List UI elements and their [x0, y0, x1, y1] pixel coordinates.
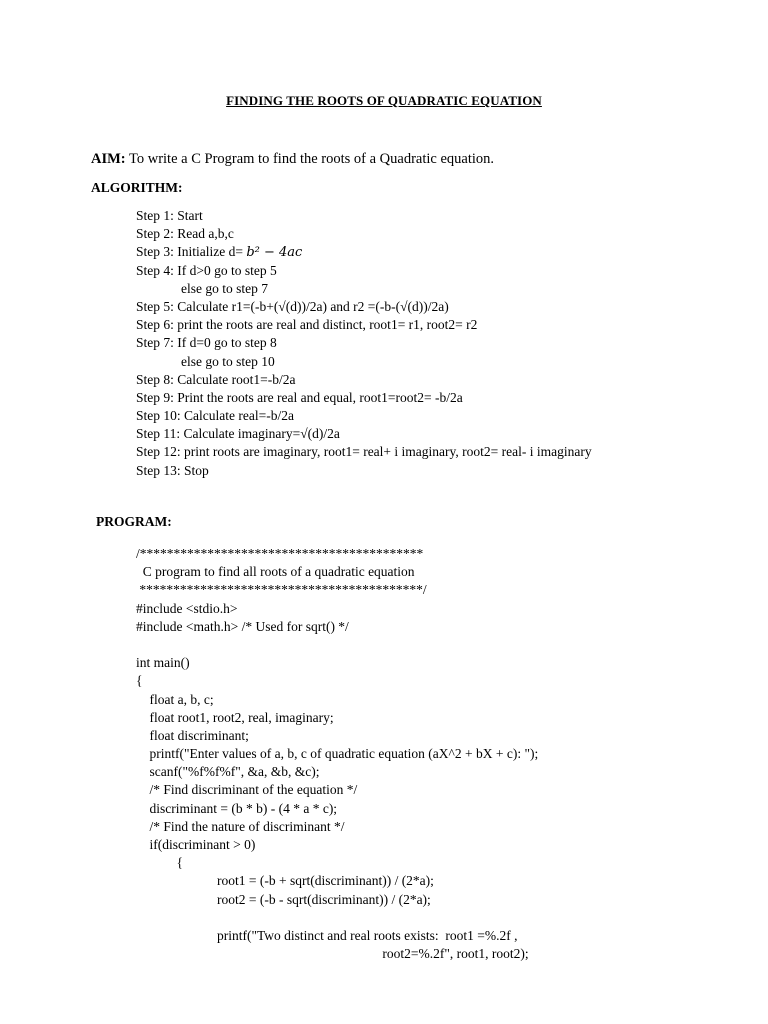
code-line: root2 = (-b - sqrt(discriminant)) / (2*a);: [136, 891, 431, 907]
algorithm-step: [136, 371, 592, 389]
code-line: #include <math.h> /* Used for sqrt() */: [136, 618, 349, 634]
code-line: float a, b, c;: [136, 691, 214, 707]
algorithm-step: [136, 389, 592, 407]
algorithm-step: [136, 334, 592, 352]
step-text: else go to step 10: [181, 353, 275, 369]
page-title: FINDING THE ROOTS OF QUADRATIC EQUATION: [226, 93, 542, 108]
code-line: root1 = (-b + sqrt(discriminant)) / (2*a);: [136, 873, 434, 889]
step-text: Step 4: If d>0 go to step 5: [136, 262, 277, 278]
code-line: printf("Enter values of a, b, c of quadratic equation (aX^2 + bX + c): ");: [136, 746, 539, 762]
step-text: Step 3: Initialize d=: [136, 244, 247, 260]
step-text: Step 5: Calculate r1=(-b+(√(d))/2a) and r2 =(-b-(√(d))/2a): [136, 298, 449, 314]
algorithm-step: [136, 316, 592, 334]
step-text: Step 9: Print the roots are real and equal, root1=root2= -b/2a: [136, 389, 463, 405]
step-text: Step 1: Start: [136, 208, 203, 223]
code-line: float discriminant;: [136, 727, 249, 743]
program-code: [136, 545, 538, 963]
code-line: {: [136, 673, 143, 689]
step-text: Step 2: Read a,b,c: [136, 226, 234, 242]
step-text: Step 10: Calculate real=-b/2a: [136, 408, 294, 424]
step-text: else go to step 7: [181, 280, 268, 296]
step-text: Step 7: If d=0 go to step 8: [136, 335, 277, 351]
algorithm-heading: ALGORITHM:: [91, 180, 183, 195]
aim-statement: [91, 151, 494, 168]
program-heading: PROGRAM:: [96, 514, 172, 529]
algorithm-step: [136, 425, 592, 443]
step-text: Step 12: print roots are imaginary, root1= real+ i imaginary, root2= real- i imaginary: [136, 444, 592, 460]
code-line: /******************************************: [136, 546, 424, 561]
code-line: C program to find all roots of a quadratic equation: [136, 564, 415, 580]
algorithm-steps: [136, 207, 592, 480]
algorithm-step: [136, 262, 592, 280]
code-line: [136, 909, 538, 927]
code-line: /* Find the nature of discriminant */: [136, 818, 345, 834]
algorithm-step: [136, 243, 592, 261]
step-text: Step 8: Calculate root1=-b/2a: [136, 371, 296, 387]
code-line: ******************************************/: [136, 582, 427, 598]
step-text: Step 13: Stop: [136, 462, 209, 478]
algorithm-step: [136, 225, 592, 243]
code-line: /* Find discriminant of the equation */: [136, 782, 358, 798]
code-line: int main(): [136, 655, 190, 671]
aim-label: AIM:: [91, 151, 126, 167]
code-line: #include <stdio.h>: [136, 600, 238, 616]
algorithm-step: [136, 298, 592, 316]
code-line: root2=%.2f", root1, root2);: [136, 946, 529, 962]
algorithm-step: [136, 407, 592, 425]
step-text: Step 11: Calculate imaginary=√(d)/2a: [136, 426, 340, 442]
aim-text: To write a C Program to find the roots of a Quadratic equation.: [125, 151, 495, 167]
step-text: Step 6: print the roots are real and distinct, root1= r1, root2= r2: [136, 317, 478, 333]
code-line: discriminant = (b * b) - (4 * a * c);: [136, 800, 338, 816]
code-line: {: [136, 855, 183, 871]
algorithm-step: [136, 207, 592, 225]
code-line: printf("Two distinct and real roots exists: root1 =%.2f ,: [136, 927, 518, 943]
code-line: [136, 636, 538, 654]
code-line: float root1, root2, real, imaginary;: [136, 709, 334, 725]
algorithm-step: [136, 353, 592, 371]
algorithm-step: [136, 462, 592, 480]
algorithm-step: [136, 280, 592, 298]
code-line: scanf("%f%f%f", &a, &b, &c);: [136, 764, 320, 780]
algorithm-step: [136, 443, 592, 461]
step-formula: b² − 4ac: [246, 245, 303, 261]
code-line: if(discriminant > 0): [136, 837, 256, 852]
